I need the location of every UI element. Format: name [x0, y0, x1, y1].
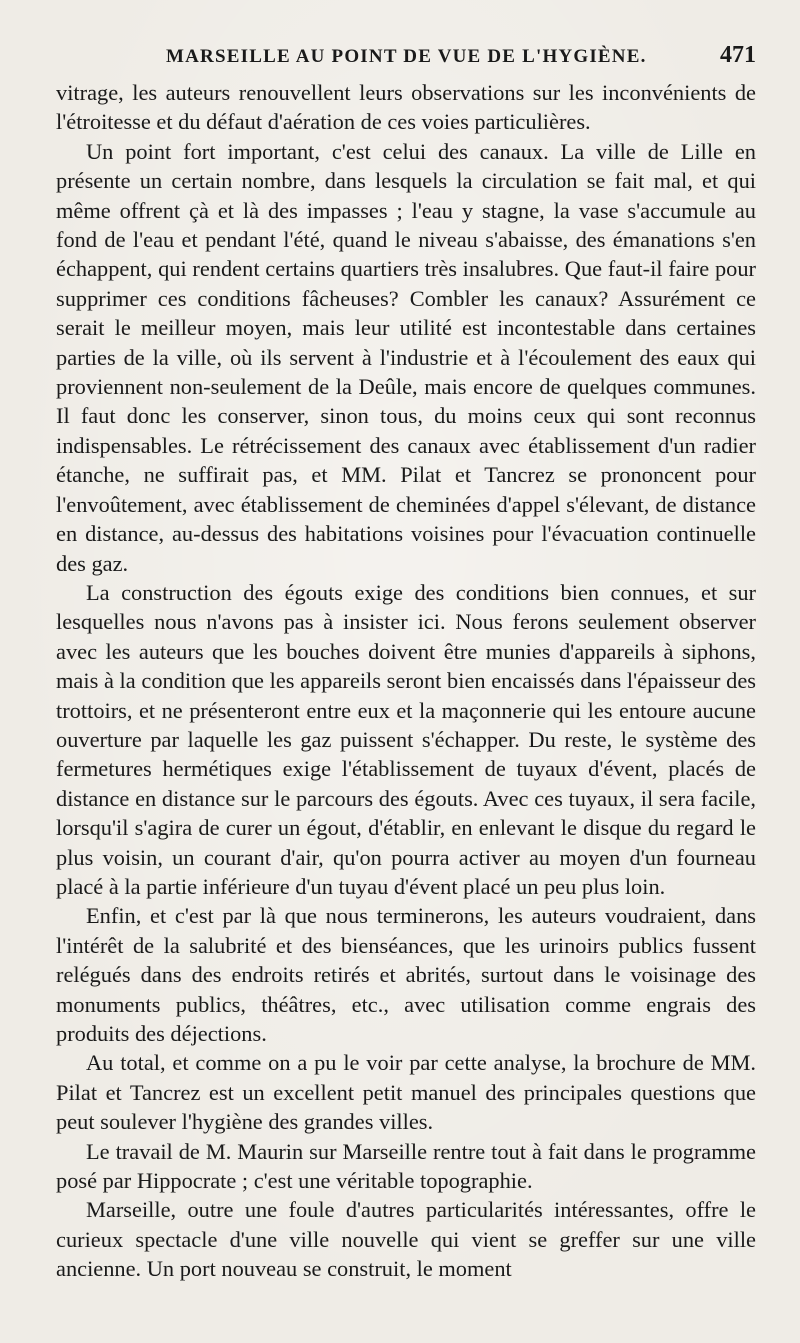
paragraph-egouts: La construction des égouts exige des conditions bien connues, et sur lesquelles nous n'avons pas à insister ici. Nous ferons seulement observer avec les auteurs que les bouches doivent être munies d'appareils à siphons, mais à la condition que les appareils seront bien encaissés dans l'épaisseur des trottoirs, et ne présenteront entre eux et la maçonnerie qui les entoure aucune ouverture par laquelle les gaz puissent s'échapper. Du reste, le système des fermetures hermétiques exige l'établissement de tuyaux d'évent, placés de distance en distance sur le parcours des égouts. Avec ces tuyaux, il sera facile, lorsqu'il s'agira de curer un égout, d'établir, en enlevant le disque du regard le plus voisin, un courant d'air, qu'on pourra activer au moyen d'un fourneau placé à la partie inférieure d'un tuyau d'évent placé un peu plus loin. [56, 579, 756, 899]
paragraph-urinoirs: Enfin, et c'est par là que nous terminerons, les auteurs voudraient, dans l'intérêt de la salubrité et des bienséances, que les urinoirs publics fussent relégués dans des endroits retirés et abrités, surtout dans le voisinage des monuments publics, théâtres, etc., avec utilisation comme engrais des produits des déjections. [56, 903, 756, 1046]
paragraph-total: Au total, et comme on a pu le voir par cette analyse, la brochure de MM. Pilat et Tancrez est un excellent petit manuel des principales questions que peut soulever l'hygiène des grandes villes. [56, 1050, 756, 1135]
running-title: MARSEILLE AU POINT DE VUE DE L'HYGIÈNE. [166, 46, 647, 67]
paragraph-maurin: Le travail de M. Maurin sur Marseille rentre tout à fait dans le programme posé par Hippocrate ; c'est une véritable topographie. [56, 1138, 756, 1194]
page-number: 471 [720, 42, 756, 68]
body-text [56, 78, 756, 1284]
paragraph-marseille: Marseille, outre une foule d'autres particularités intéressantes, offre le curieux spectacle d'une ville nouvelle qui vient se greffer sur une ville ancienne. Un port nouveau se construit, le moment [56, 1197, 756, 1282]
paragraph-continuation: vitrage, les auteurs renouvellent leurs observations sur les inconvénients de l'étroitesse et du défaut d'aération de ces voies particulières. [56, 80, 756, 135]
page-header [56, 42, 756, 78]
paragraph-canaux: Un point fort important, c'est celui des canaux. La ville de Lille en présente un certain nombre, dans lesquels la circulation se fait mal, et qui même offrent çà et là des impasses ; l'eau y stagne, la vase s'accumule au fond de l'eau et pendant l'été, quand le niveau s'abaisse, des émanations s'en échappent, qui rendent certains quartiers très insalubres. Que faut-il faire pour supprimer ces conditions fâcheuses? Combler les canaux? Assurément ce serait le meilleur moyen, mais leur utilité est incontestable dans certaines parties de la ville, où ils servent à l'industrie et à l'écoulement des eaux qui proviennent non-seulement de la Deûle, mais encore de quelques communes. Il faut donc les conserver, sinon tous, du moins ceux qui sont reconnus indispensables. Le rétrécissement des canaux avec établissement d'un radier étanche, ne suffirait pas, et MM. Pilat et Tancrez se prononcent pour l'envoûtement, avec établissement de cheminées d'appel s'élevant, de distance en distance, au-dessus des habitations voisines pour l'évacuation continuelle des gaz. [56, 138, 756, 576]
